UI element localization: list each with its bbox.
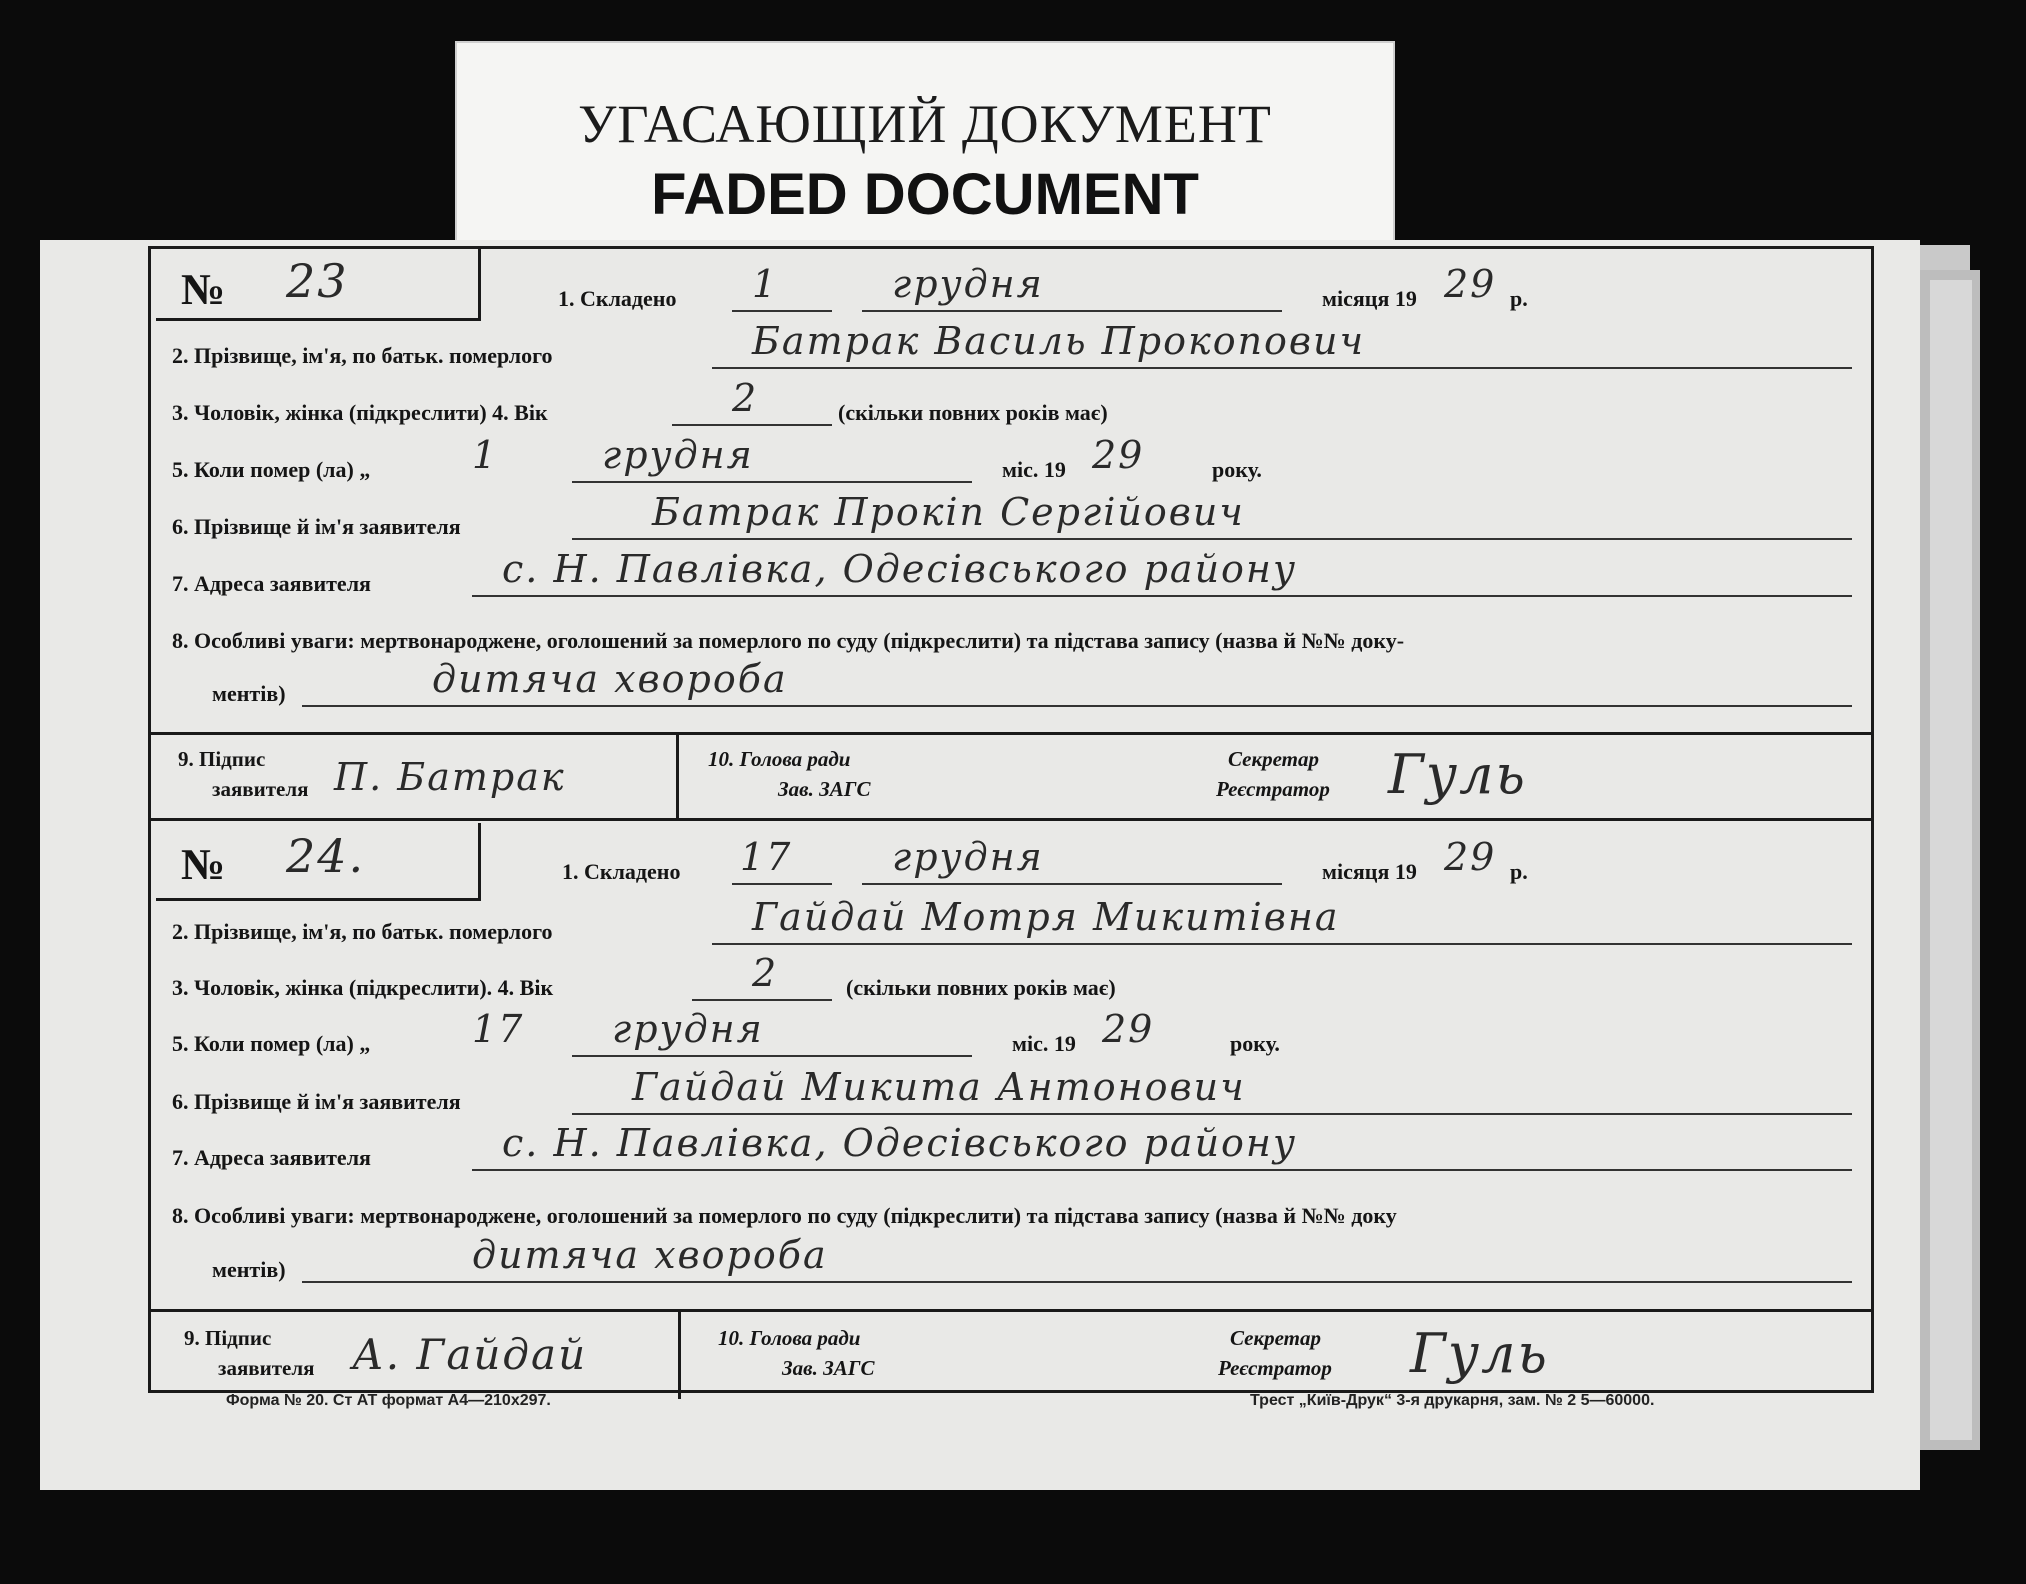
- death-year: 29: [1102, 1007, 1155, 1051]
- registrar-signature: Гуль: [1388, 743, 1527, 806]
- compiled-month: грудня: [892, 835, 1044, 879]
- line-notes: 8. Особливі уваги: мертвонароджене, оголошений за померлого по суду (підкреслити) та підстава запису (назва й №№ доку: [172, 1203, 1397, 1228]
- applicant-address: с. Н. Павлівка, Одесівського району: [502, 547, 1298, 591]
- notes-value: дитяча хвороба: [472, 1233, 828, 1277]
- form-footer-left: Форма № 20. Ст АТ формат А4—210х297.: [226, 1392, 551, 1409]
- banner-title-en: FADED DOCUMENT: [651, 162, 1199, 227]
- line-applicant: 6. Прізвище й ім'я заявителя Гайдай Микита Антонович: [172, 1077, 1862, 1117]
- applicant-signature: А. Гайдай: [352, 1330, 588, 1379]
- line-sex-age: 3. Чоловік, жінка (підкреслити). 4. Вік 2 (скільки повних років має): [172, 951, 1116, 1000]
- line-died: 5. Коли помер (ла) „ 1 грудня міс. 19 29 року.: [172, 433, 1262, 482]
- underlying-page: [1930, 280, 1972, 1440]
- applicant-address: с. Н. Павлівка, Одесівського району: [502, 1121, 1298, 1165]
- deceased-name: Гайдай Мотря Микитівна: [752, 895, 1340, 939]
- compiled-day: 17: [740, 835, 793, 879]
- signature-row: 9. Підпис заявителя П. Батрак 10. Голова ради Зав. ЗАГС Секретар Реєстратор Гуль: [148, 732, 1874, 819]
- compiled-year: 29: [1444, 835, 1497, 879]
- record-24: [148, 818, 1874, 1396]
- line-applicant: 6. Прізвище й ім'я заявителя Батрак Прокіп Сергійович: [172, 502, 1862, 542]
- death-month: грудня: [602, 433, 754, 477]
- line-notes-documents: ментів) дитяча хвороба: [172, 1245, 1862, 1285]
- notes-value: дитяча хвороба: [432, 657, 788, 701]
- line-deceased: 2. Прізвище, ім'я, по батьк. померлого Батрак Василь Прокопович: [172, 331, 1862, 371]
- line-died: 5. Коли помер (ла) „ 17 грудня міс. 19 29 року.: [172, 1007, 1280, 1056]
- applicant-name: Батрак Прокіп Сергійович: [652, 490, 1245, 534]
- line-compiled: 1. Складено 1 грудня місяця 19 29 р.: [558, 262, 1528, 311]
- age-value: 2: [752, 951, 779, 995]
- line-address: 7. Адреса заявителя с. Н. Павлівка, Одесівського району: [172, 559, 1862, 599]
- form-footer-right: Трест „Київ-Друк“ 3-я друкарня, зам. № 2 5—60000.: [1250, 1392, 1655, 1409]
- applicant-signature: П. Батрак: [334, 755, 566, 799]
- death-year: 29: [1092, 433, 1145, 477]
- line-compiled: 1. Складено 17 грудня місяця 19 29 р.: [562, 835, 1528, 884]
- line-notes-documents: ментів) дитяча хвороба: [172, 669, 1862, 709]
- compiled-year: 29: [1444, 262, 1497, 306]
- death-day: 1: [472, 433, 499, 477]
- record-number: 23: [286, 254, 349, 308]
- line-notes: 8. Особливі уваги: мертвонароджене, оголошений за померлого по суду (підкреслити) та підстава запису (назва й №№ доку-: [172, 628, 1405, 653]
- registrar-signature: Гуль: [1410, 1322, 1549, 1385]
- line-address: 7. Адреса заявителя с. Н. Павлівка, Одесівського району: [172, 1133, 1862, 1173]
- compiled-day: 1: [752, 262, 779, 306]
- death-month: грудня: [612, 1007, 764, 1051]
- deceased-name: Батрак Василь Прокопович: [752, 319, 1366, 363]
- applicant-name: Гайдай Микита Антонович: [632, 1065, 1246, 1109]
- line-deceased: 2. Прізвище, ім'я, по батьк. померлого Гайдай Мотря Микитівна: [172, 907, 1862, 947]
- age-value: 2: [732, 376, 759, 420]
- number-sign: №: [181, 265, 226, 314]
- record-23: [148, 246, 1874, 816]
- faded-document-banner: [455, 41, 1395, 246]
- line-sex-age: 3. Чоловік, жінка (підкреслити) 4. Вік 2 (скільки повних років має): [172, 376, 1108, 425]
- compiled-month: грудня: [892, 262, 1044, 306]
- record-number: 24.: [286, 829, 366, 883]
- death-day: 17: [472, 1007, 525, 1051]
- signature-row: 9. Підпис заявителя А. Гайдай 10. Голова ради Зав. ЗАГС Секретар Реєстратор Гуль: [148, 1309, 1874, 1399]
- banner-title-ru: УГАСАЮЩИЙ ДОКУМЕНТ: [578, 94, 1272, 154]
- number-sign: №: [181, 840, 226, 889]
